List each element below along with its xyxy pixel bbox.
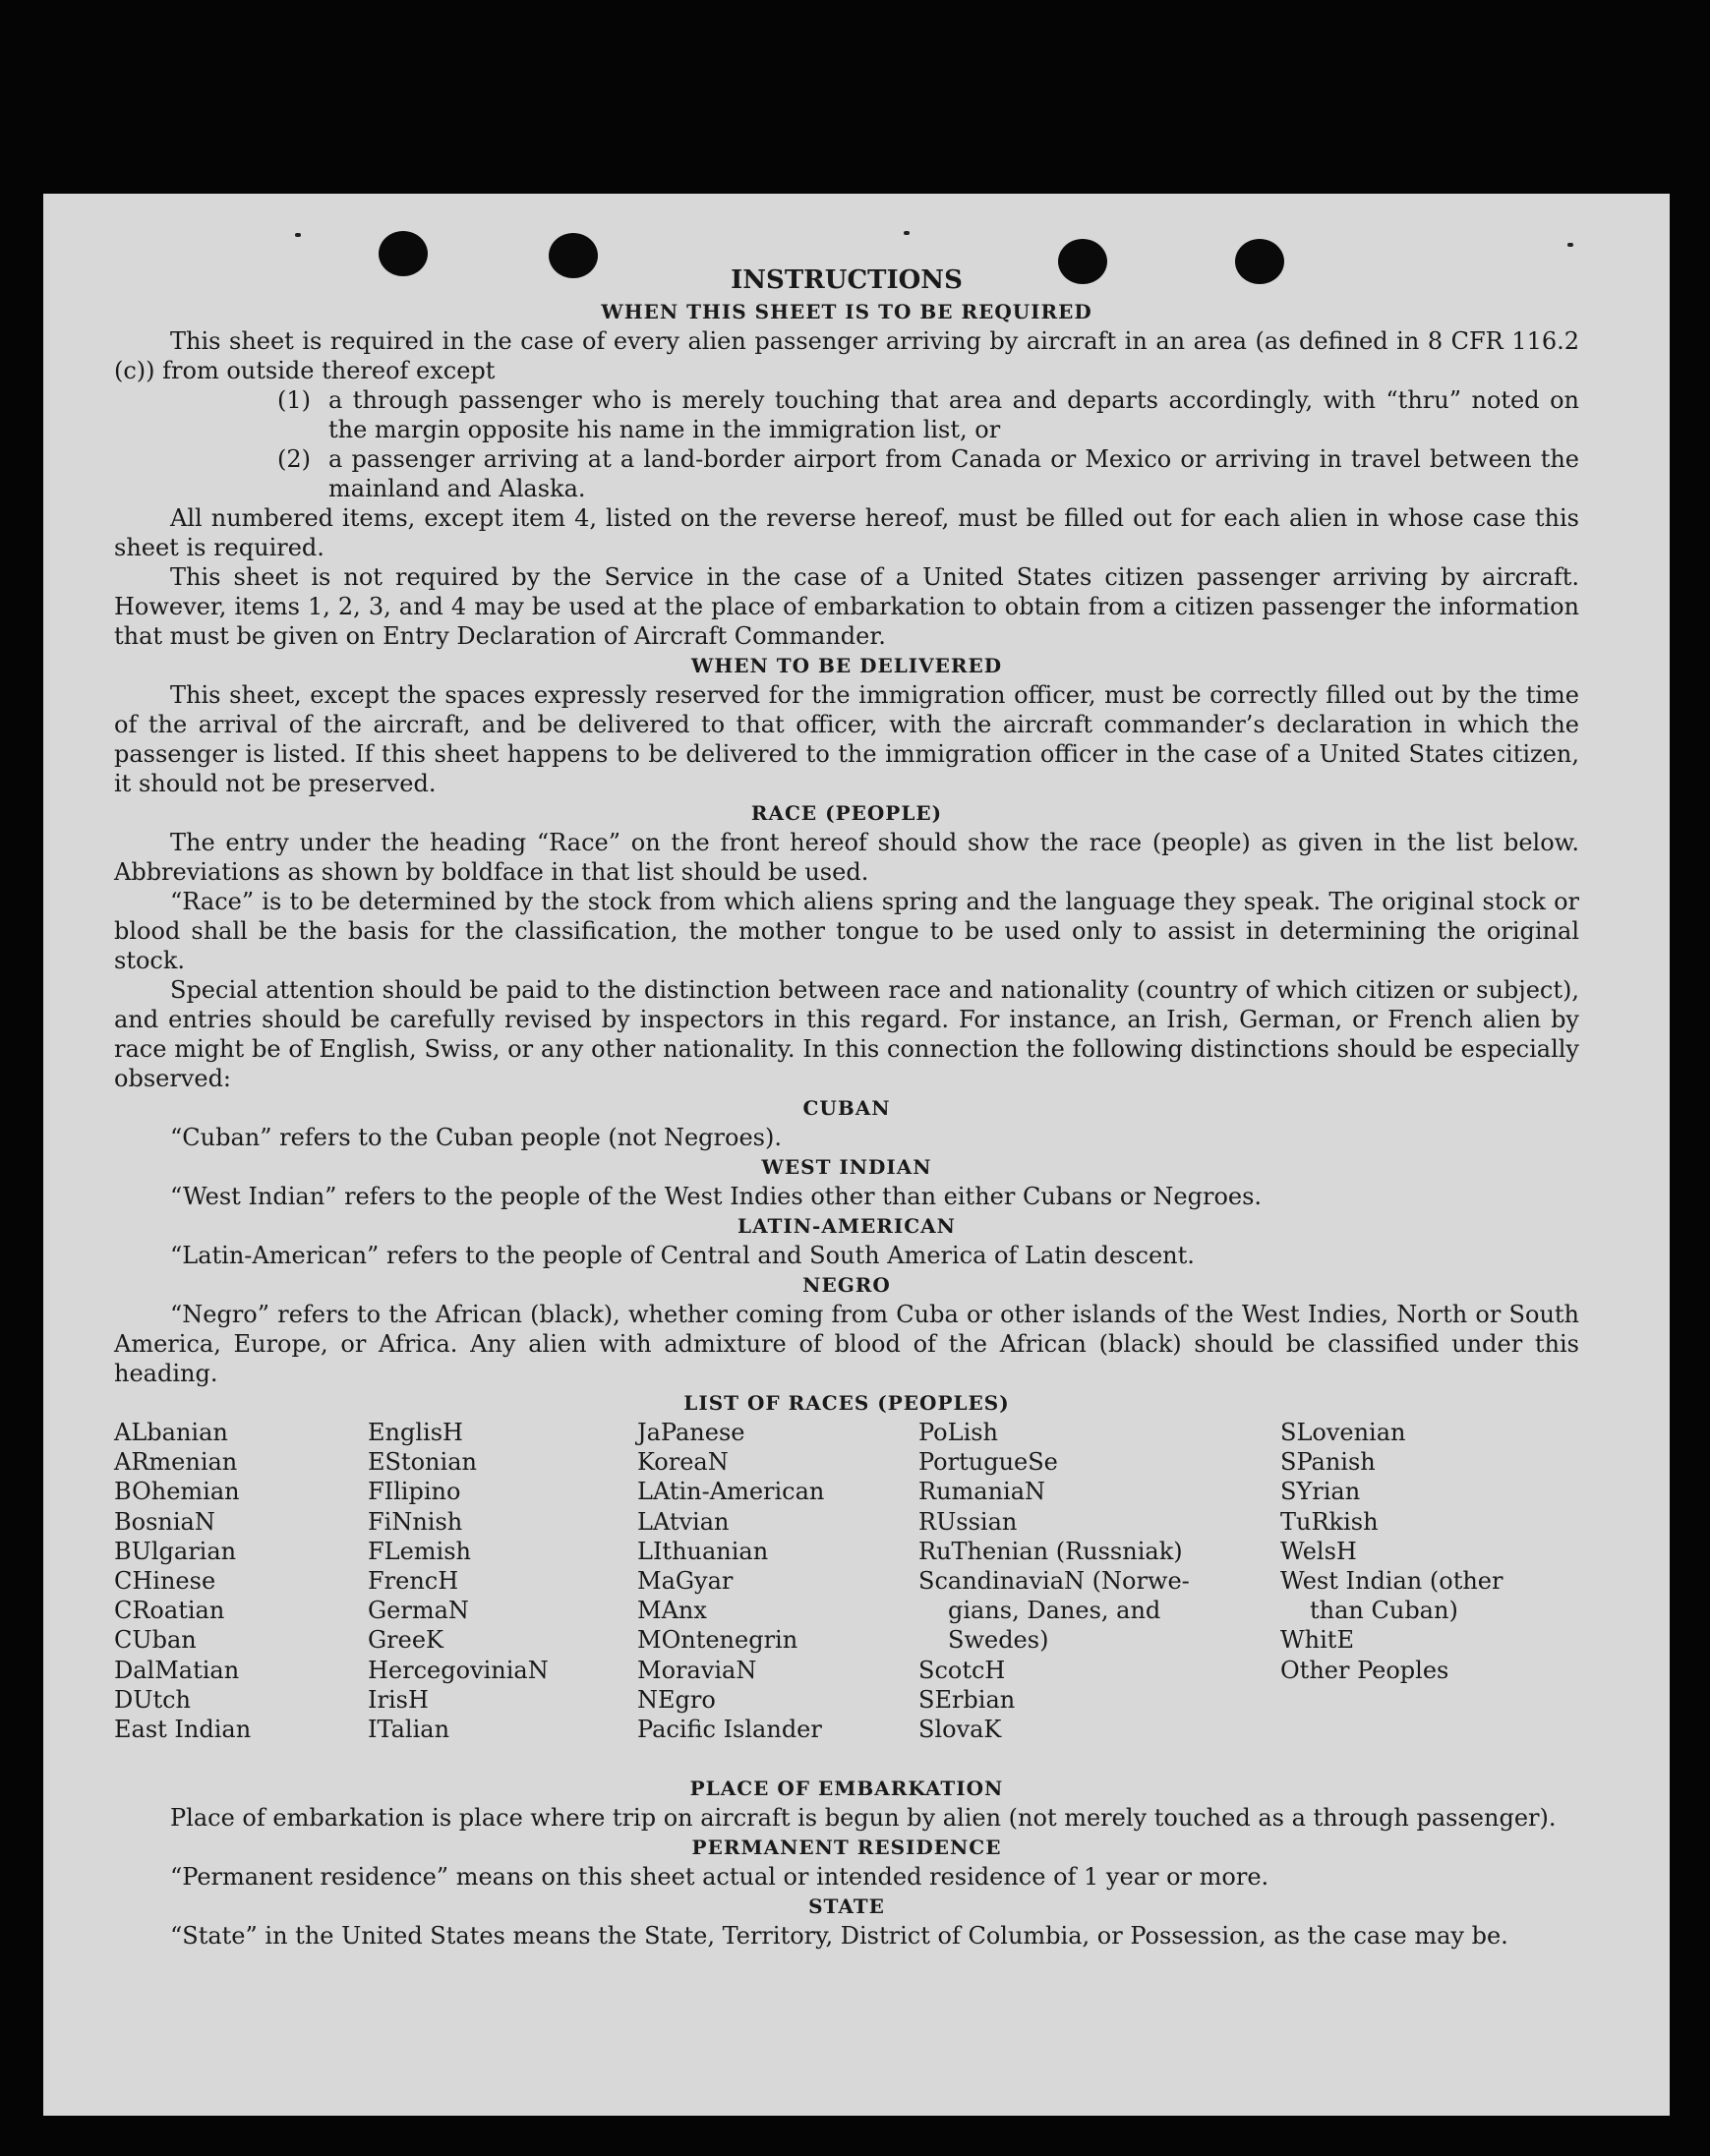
race-item: Pacific Islander <box>637 1716 822 1744</box>
heading-west-indian: WEST INDIAN <box>761 1155 932 1179</box>
race-item: Swedes) <box>948 1626 1049 1655</box>
paragraph: Special attention should be paid to the distinction between race and nationality (country of which citizen or subject), and entries should be carefully revised by inspectors in this regard. For instance, an Irish, German, or French alien by race might be of English, Swiss, or any other nationality. In this connection the following distinctions should be especially observed: <box>114 976 1579 1092</box>
race-item: PortugueSe <box>918 1448 1058 1477</box>
race-item: than Cuban) <box>1310 1597 1458 1625</box>
paragraph: This sheet is required in the case of every alien passenger arriving by aircraft in an area (as defined in 8 CFR 116.2 (c)) from outside thereof except <box>114 327 1579 384</box>
race-item: SPanish <box>1280 1448 1376 1477</box>
race-item: East Indian <box>114 1716 252 1744</box>
speck <box>904 231 910 235</box>
item-text: a through passenger who is merely touching that area and departs accordingly, with “thru” noted on the margin opposite his name in the immigration list, or <box>328 386 1579 443</box>
race-item: IrisH <box>368 1685 429 1714</box>
race-item: SlovaK <box>918 1716 1002 1744</box>
race-item: WhitE <box>1280 1626 1354 1655</box>
race-item: LAtin-American <box>637 1478 825 1506</box>
paragraph: Place of embarkation is place where trip on aircraft is begun by alien (not merely touched as a through passenger). <box>170 1804 1557 1832</box>
list-item <box>277 385 1579 444</box>
race-list <box>114 1418 1579 1774</box>
list-item <box>277 444 1579 503</box>
race-item: DalMatian <box>114 1656 240 1684</box>
race-item: SYrian <box>1280 1478 1361 1506</box>
race-column <box>114 1418 251 1744</box>
race-item: MoraviaN <box>637 1656 757 1684</box>
race-item: FiNnish <box>368 1507 463 1536</box>
paragraph: “Cuban” refers to the Cuban people (not Negroes). <box>170 1124 782 1151</box>
race-item: FLemish <box>368 1537 471 1565</box>
race-item: CRoatian <box>114 1597 225 1625</box>
item-number: (2) <box>277 445 311 473</box>
race-item: West Indian (other <box>1280 1567 1504 1596</box>
race-item: RumaniaN <box>918 1478 1046 1506</box>
race-item: GermaN <box>368 1597 469 1625</box>
heading-state: STATE <box>808 1894 885 1918</box>
race-item: gians, Danes, and <box>948 1597 1161 1625</box>
race-item: MAnx <box>637 1597 707 1625</box>
race-item: WelsH <box>1280 1537 1357 1565</box>
paragraph: “Negro” refers to the African (black), whether coming from Cuba or other islands of the West Indies, North or South America, Europe, or Africa. Any alien with admixture of blood of the African (black) should be classified under this heading. <box>114 1301 1579 1387</box>
heading-cuban: CUBAN <box>802 1096 891 1120</box>
paragraph: This sheet is not required by the Service in the case of a United States citizen passenger arriving by aircraft. However, items 1, 2, 3, and 4 may be used at the place of embarkation to obtain from a citizen passenger the information that must be given on Entry Declaration of Aircraft Commander. <box>114 563 1579 650</box>
speck <box>295 233 301 237</box>
race-item: EStonian <box>368 1448 477 1477</box>
race-item: FIlipino <box>368 1478 461 1506</box>
race-item: ARmenian <box>114 1448 238 1477</box>
race-item: RUssian <box>918 1507 1018 1536</box>
race-item: LAtvian <box>637 1507 730 1536</box>
race-item: NEgro <box>637 1685 716 1714</box>
paragraph: “Latin-American” refers to the people of Central and South America of Latin descent. <box>170 1242 1195 1269</box>
paragraph: “Race” is to be determined by the stock from which aliens spring and the language they speak. The original stock or blood shall be the basis for the classification, the mother tongue to be used only to assist in determining the original stock. <box>114 888 1579 974</box>
page-title: INSTRUCTIONS <box>731 265 963 295</box>
instructions-text <box>114 263 1579 1951</box>
race-item: EnglisH <box>368 1419 463 1446</box>
race-item: ITalian <box>368 1716 450 1744</box>
item-text: a passenger arriving at a land-border airport from Canada or Mexico or arriving in travel between the mainland and Alaska. <box>328 445 1579 502</box>
race-item: ScotcH <box>918 1656 1006 1684</box>
heading-negro: NEGRO <box>802 1273 891 1297</box>
paragraph: “State” in the United States means the State, Territory, District of Columbia, or Possession, as the case may be. <box>170 1922 1508 1950</box>
item-number: (1) <box>277 386 311 414</box>
paragraph: The entry under the heading “Race” on the front hereof should show the race (people) as given in the list below. Abbreviations as shown by boldface in that list should be used. <box>114 829 1579 886</box>
race-item: Other Peoples <box>1280 1656 1449 1684</box>
race-item: MOntenegrin <box>637 1626 798 1655</box>
paragraph: All numbered items, except item 4, listed on the reverse hereof, must be filled out for each alien in whose case this sheet is required. <box>114 504 1579 561</box>
heading-latin-american: LATIN-AMERICAN <box>737 1214 956 1238</box>
race-item: SErbian <box>918 1685 1016 1714</box>
race-item: SLovenian <box>1280 1419 1406 1446</box>
paragraph: This sheet, except the spaces expressly reserved for the immigration officer, must be correctly filled out by the time of the arrival of the aircraft, and be delivered to that officer, with the aircraft commander’s declaration in which the passenger is listed. If this sheet happens to be delivered to the immigration officer in the case of a United States citizen, it should not be preserved. <box>114 681 1579 797</box>
race-item: GreeK <box>368 1626 443 1655</box>
race-item: CUban <box>114 1626 197 1655</box>
heading-permanent-residence: PERMANENT RESIDENCE <box>691 1836 1002 1859</box>
race-item: KoreaN <box>637 1448 729 1477</box>
race-item: BOhemian <box>114 1478 240 1506</box>
heading-when-required: WHEN THIS SHEET IS TO BE REQUIRED <box>601 300 1092 323</box>
speck <box>1567 243 1573 247</box>
heading-when-delivered: WHEN TO BE DELIVERED <box>690 654 1003 677</box>
heading-race: RACE (PEOPLE) <box>750 801 943 825</box>
race-item: CHinese <box>114 1567 216 1596</box>
heading-place-of-embarkation: PLACE OF EMBARKATION <box>689 1777 1004 1800</box>
race-column <box>637 1418 824 1744</box>
race-item: RuThenian (Russniak) <box>918 1537 1183 1565</box>
race-item: BosniaN <box>114 1507 215 1536</box>
race-item: ScandinaviaN (Norwe- <box>918 1567 1190 1596</box>
paragraph: “West Indian” refers to the people of the West Indies other than either Cubans or Negroes. <box>170 1183 1263 1210</box>
race-item: BUlgarian <box>114 1537 237 1565</box>
race-item: ALbanian <box>114 1419 228 1446</box>
race-item: JaPanese <box>637 1419 745 1446</box>
race-item: TuRkish <box>1280 1507 1379 1536</box>
heading-list-of-races: LIST OF RACES (PEOPLES) <box>683 1391 1010 1415</box>
race-item: FrencH <box>368 1567 459 1596</box>
race-item: HercegoviniaN <box>368 1656 549 1684</box>
race-column <box>1280 1418 1503 1685</box>
race-item: MaGyar <box>637 1567 734 1596</box>
race-item: PoLish <box>918 1419 999 1446</box>
race-item: DUtch <box>114 1685 192 1714</box>
race-column <box>918 1418 1190 1744</box>
race-item: LIthuanian <box>637 1537 769 1565</box>
race-column <box>368 1418 549 1744</box>
paragraph: “Permanent residence” means on this sheet actual or intended residence of 1 year or more. <box>170 1863 1269 1891</box>
